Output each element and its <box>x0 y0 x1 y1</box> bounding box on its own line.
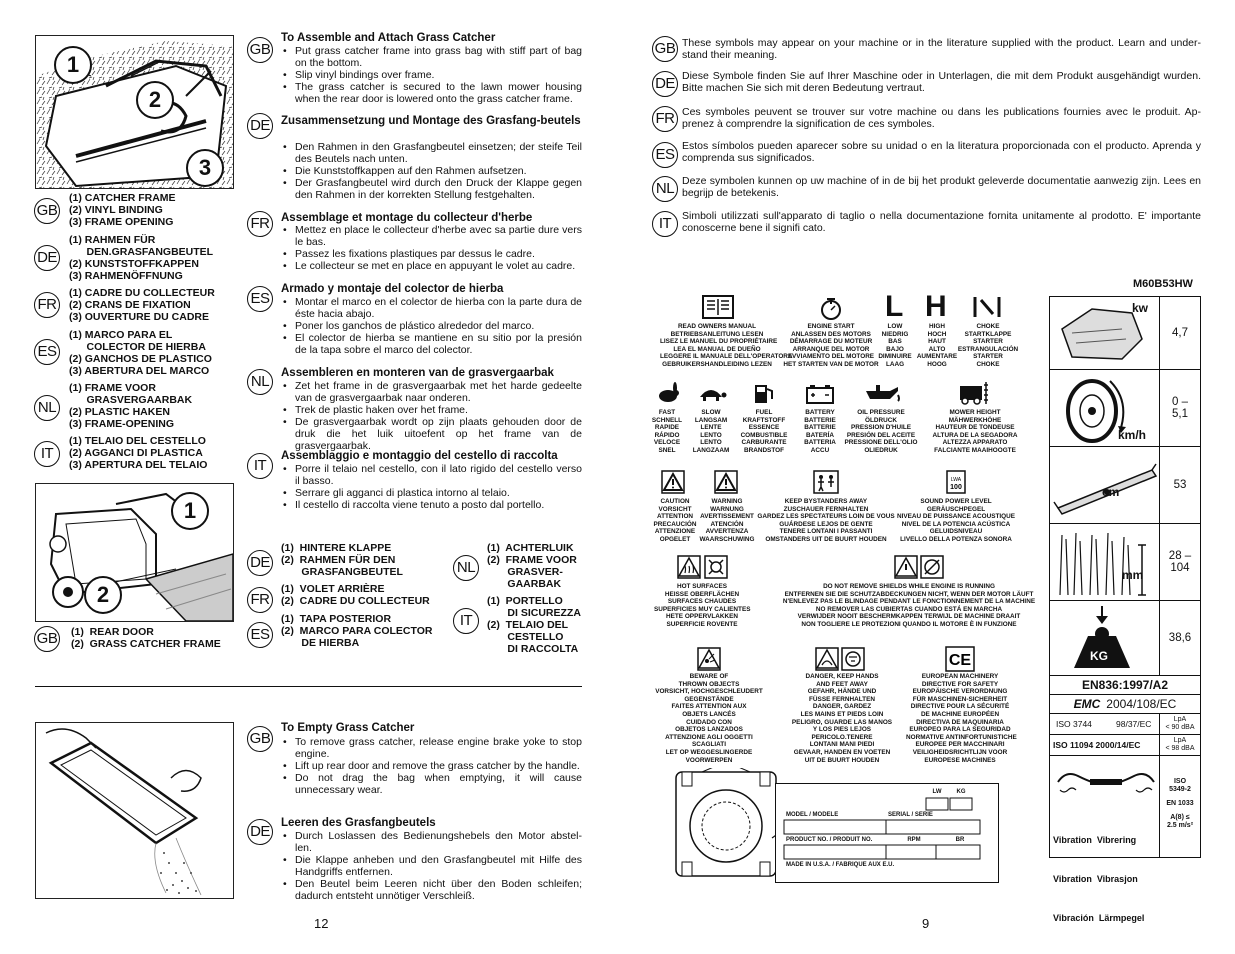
assemble-title-fr: Assemblage et montage du collecteur d'herbe <box>281 212 533 224</box>
empty-title-de: Leeren des Grasfangbeutels <box>281 817 436 829</box>
svg-text:100: 100 <box>950 484 962 491</box>
lang-gb-badge: GB <box>247 37 273 63</box>
grass-height-icon <box>1052 525 1162 601</box>
mm-value: 28 – 104 <box>1159 524 1200 600</box>
page-number-right: 9 <box>922 916 930 931</box>
mower-height-caption: MOWER HEIGHT MÄHWERKHÖHE HAUTEUR DE TONDEUSE ALTURA DE LA SEGADORA ALTEZZA APPARATO FALCIANTE MAAIHOOGTE <box>932 409 1018 454</box>
kmh-label: km/h <box>1118 428 1147 442</box>
ce-mark-icon <box>945 646 975 672</box>
low-icon: L <box>885 290 904 323</box>
fuel-caption: FUEL KRAFTSTOFF ESSENCE COMBUSTIBLE CARBURANTE BRANDSTOF <box>740 409 788 454</box>
high-icon: H <box>925 290 947 323</box>
lang-nl-badge: NL <box>247 369 273 395</box>
caution-caption: CAUTION VORSICHT ATTENTION PRECAUCIÓN ATTENZIONE OPGELET <box>653 498 697 543</box>
lang-de-badge: DE <box>34 245 60 271</box>
battery-icon <box>805 384 835 404</box>
lang-nl-badge: NL <box>652 176 678 202</box>
iso11094-text: ISO 11094 2000/14/EC <box>1053 740 1141 750</box>
sound-power-caption: SOUND POWER LEVEL GERÄUSCHPEGEL NIVEAU DE PUISSANCE ACOUSTIQUE NIVEL DE LA POTENCIA ACÚSTICA GELUIDSNIVEAU LIVELLO DELLA POTENZA SONORA <box>896 498 1015 543</box>
fig2-labels-gb: (1) REAR DOOR (2) GRASS CATCHER FRAME <box>71 626 221 650</box>
assemble-steps-it: • Porre il telaio nel cestello, con il lato rigido del cestello verso il basso. • Serrare gli agganci di plastica intorno al telaio. • Il cestello di raccolta viene tenuto a posto dal portello. <box>281 463 582 511</box>
mower-height-icon <box>958 380 992 406</box>
lang-de-badge: DE <box>247 819 273 845</box>
callout-2: 2 <box>136 81 174 119</box>
plate-made-label: MADE IN U.S.A. / FABRIQUE AUX E.U. <box>786 862 895 868</box>
lpa-98: LpA < 98 dBA <box>1159 735 1200 755</box>
model-number: M60B53HW <box>1133 278 1193 290</box>
choke-icon <box>972 296 1002 318</box>
slow-turtle-icon <box>697 383 727 403</box>
lang-fr-badge: FR <box>652 106 678 132</box>
thrown-objects-icon <box>697 647 721 671</box>
kw-label: kw <box>1132 301 1149 315</box>
fig2-labels-it: (1) PORTELLO DI SICUREZZA (2) TELAIO DEL CESTELLO DI RACCOLTA <box>487 595 581 655</box>
iso11094-row <box>1049 734 1201 756</box>
fig1-labels-gb: (1) CATCHER FRAME (2) VINYL BINDING (3) FRAME OPENING <box>69 192 176 228</box>
emc-logo: EMC <box>1073 697 1101 711</box>
plate-rpm-label: RPM <box>907 837 921 843</box>
empty-steps-de: • Durch Loslassen des Bedienungshebels den Motor abstel-len. • Die Klappe anheben und den Grasfangbeutel mit Hilfe des Handgriffs entfernen. • Den Beutel beim Leeren nicht über den Boden schleifen; dadurch entsteht unnötiger Verschleiß. <box>281 830 582 902</box>
assemble-steps-de: • Den Rahmen in den Grasfangbeutel einsetzen; der steife Teil des Beutels nach unten. • Die Kunststoffkappen auf den Rahmen aufsetzen. • Der Grasfangbeutel wird durch den Druck der Klappe gegen den Rahmen in der korrekten Stellung festgehalten. <box>281 141 582 201</box>
lang-it-badge: IT <box>453 608 479 634</box>
intro-it: Simboli utilizzati sull'apparato di taglio o nella documentazione fornita unitamente al prodotto. E' importante conoscerne bene il signifi cato. <box>682 210 1201 234</box>
fig1-labels-de: (1) RAHMEN FÜR DEN.GRASFANGBEUTEL (2) KUNSTSTOFFKAPPEN (3) RAHMENÖFFNUNG <box>69 234 214 282</box>
ce-caption: EUROPEAN MACHINERY DIRECTIVE FOR SAFETY EUROPÄISCHE VERORDNUNG FÜR MASCHINEN-SICHERHEIT DIRECTIVE POUR LA SÉCURITÉ DE MACHINE EUROPÉEN DIRECTIVA DE MAQUINARIA EUROPEO PARA LA SEGURIDAD NORMATIVE ANTINFORTUNISTICHE EUROPEE PER MACCHINARI VEILIGHEIDSRICHTLIJN VOOR EUROPESE MACHINES <box>906 673 1017 764</box>
plate-serial-label: SERIAL / SERIE <box>888 812 933 818</box>
warning-caption: WARNING WARNUNG AVERTISSEMENT ATENCIÓN AVVERTENZA WAARSCHUWING <box>699 498 755 543</box>
assemble-steps-nl: • Zet het frame in de grasvergaarbak met het harde gedeelte van de grasvergaarbak naar onderen. • Trek de plastic haken over het frame. • De grasvergaarbak wordt op zijn plaats gehouden door de druk die het luik uitoefent op het frame van de grasvergaarbak. <box>281 380 582 452</box>
assemble-title-nl: Assembleren en monteren van de grasvergaarbak <box>281 367 554 379</box>
lang-de-badge: DE <box>247 550 273 576</box>
assemble-steps-gb: • Put grass catcher frame into grass bag with stiff part of bag on the bottom. • Slip vinyl bindings over frame. • The grass catcher is secured to the lawn mower housing when the rear door is lowered onto the grass catcher frame. <box>281 45 582 105</box>
plate-lw: LW <box>932 789 942 795</box>
assemble-title-es: Armado y montaje del colector de hierba <box>281 283 504 295</box>
oil-pressure-caption: OIL PRESSURE ÖLDRUCK PRESSION D'HUILE PRESIÓN DEL ACEITE PRESSIONE DELL'OLIO OLIEDRUK <box>844 409 918 454</box>
low-caption: LOW NIEDRIG BAS BAJO DIMINUIRE LAAG <box>878 323 912 368</box>
kg-value: 38,6 <box>1159 601 1200 675</box>
lang-gb-badge: GB <box>652 36 678 62</box>
lang-nl-badge: NL <box>453 555 479 581</box>
fig1-labels-nl: (1) FRAME VOOR GRASVERGAARBAK (2) PLASTIC HAKEN (3) FRAME-OPENING <box>69 382 193 430</box>
vibration-row <box>1049 755 1201 923</box>
assemble-steps-fr: • Mettez en place le collecteur d'herbe avec sa partie dure vers le bas. • Passez les fixations plastiques par dessus le cadre. • Le collecteur se met en place en appuyant le volet au cadre. <box>281 224 582 272</box>
callout-3: 3 <box>186 149 224 187</box>
engine-start-icon <box>818 295 844 321</box>
high-caption: HIGH HOCH HAUT ALTO AUMENTARE HOOG <box>916 323 958 368</box>
assemble-title-gb: To Assemble and Attach Grass Catcher <box>281 32 496 44</box>
kg-label: KG <box>1090 649 1108 663</box>
intro-de: Diese Symbole finden Sie auf Ihrer Maschine oder in Unterlagen, die mit dem Produkt ausgehändigt wurden. Bitte machen Sie sich mit deren Bedeutung vertraut. <box>682 70 1201 94</box>
lang-es-badge: ES <box>247 622 273 648</box>
plate-product-label: PRODUCT NO. / PRODUIT NO. <box>786 837 873 843</box>
fig1-labels-it: (1) TELAIO DEL CESTELLO (2) AGGANCI DI PLASTICA (3) APERTURA DEL TELAIO <box>69 435 208 471</box>
mower-top-view-diagram <box>672 768 784 880</box>
en836-text: EN836:1997/A2 <box>1081 678 1169 692</box>
lang-fr-badge: FR <box>247 211 273 237</box>
assemble-title-it: Assemblaggio e montaggio del cestello di raccolta <box>281 450 558 462</box>
fig2-labels-fr: (1) VOLET ARRIÈRE (2) CADRE DU COLLECTEUR <box>281 583 430 607</box>
keep-bystanders-away-icon <box>813 470 839 494</box>
lang-es-badge: ES <box>652 142 678 168</box>
intro-fr: Ces symboles peuvent se trouver sur votre machine ou dans les publications fournies avec le produit. Ap-prenez à comprendre la signification de ces symboles. <box>682 106 1201 130</box>
lang-fr-badge: FR <box>247 587 273 613</box>
iso3744-text: ISO 3744 <box>1056 719 1092 729</box>
en836-row <box>1049 675 1201 695</box>
hot-surfaces-icon <box>677 555 701 579</box>
battery-caption: BATTERY BATTERIE BATTERIE BATERÍA BATTERIA ACCU <box>804 409 836 454</box>
lang-it-badge: IT <box>34 441 60 467</box>
plate-br-label: BR <box>955 837 965 843</box>
read-manual-caption: READ OWNERS MANUAL BETRIEBSANLEITUNG LESEN LISEZ LE MANUEL DU PROPRIÉTAIRE LEA EL MANUAL DE DUEÑO LEGGERE IL MANUALE DELL'OPERATORE GEBRUIKERSHANDLEIDING LEZEN <box>660 323 793 368</box>
lang-nl-badge: NL <box>34 395 60 421</box>
page-number-left: 12 <box>314 916 329 931</box>
plate-model-label: MODEL / MODELE <box>786 812 839 818</box>
en1033-text: EN 1033 <box>1166 800 1194 807</box>
read-manual-icon <box>702 295 734 319</box>
cm-value: 53 <box>1159 447 1200 523</box>
spec-row-speed <box>1049 369 1201 447</box>
fuel-pump-icon <box>752 381 776 405</box>
empty-catcher-drawing <box>36 723 233 898</box>
keep-hands-feet-caption: DANGER, KEEP HANDS AND FEET AWAY GEFAHR, HÄNDE UND FÜSSE FERNHALTEN DANGER, GARDEZ LES MAINS ET PIEDS LOIN PELIGRO, GUARDE LAS MANOS Y LOS PIES LEJOS PERICOLO.TENERE LONTANI MANI PIEDI GEVAAR, HANDEN EN VOETEN UIT DE BUURT HOUDEN <box>791 673 893 764</box>
keep-bystanders-caption: KEEP BYSTANDERS AWAY ZUSCHAUER FERNHALTEN GARDEZ LES SPECTATEURS LOIN DE VOUS GUÁRDESE LEJOS DE GENTE TENERE LONTANI I PASSANTI OMSTANDERS UIT DE BUURT HOUDEN <box>757 498 895 543</box>
keep-hands-feet-away-icon <box>815 647 865 671</box>
plate-kg: KG <box>956 789 966 795</box>
lang-gb-badge: GB <box>34 198 60 224</box>
acceleration-text: A(8) ≤ 2.5 m/s² <box>1166 814 1194 829</box>
lang-gb-badge: GB <box>247 726 273 752</box>
callout-1: 1 <box>171 492 209 530</box>
fig2-labels-de: (1) HINTERE KLAPPE (2) RAHMEN FÜR DEN GRASFANGBEUTEL <box>281 542 403 578</box>
iso3744-row <box>1049 713 1201 735</box>
hot-surfaces-icon-2 <box>704 555 728 579</box>
lang-fr-badge: FR <box>34 292 60 318</box>
thrown-objects-caption: BEWARE OF THROWN OBJECTS VORSICHT, HOCHGESCHLEUDERT GEGENSTÄNDE FAITES ATTENTION AUX OBJETS LANCÉS CUIDADO CON OBJETOS LANZADOS ATTENZIONE AGLI OGGETTI SCAGLIATI LET OP WEGGESLINGERDE VOORWERPEN <box>655 673 763 764</box>
fast-rabbit-icon <box>655 381 681 405</box>
svg-text:CE: CE <box>948 652 972 669</box>
do-not-remove-shields-icon <box>894 555 944 579</box>
fig2-labels-nl: (1) ACHTERLUIK (2) FRAME VOOR GRASVER- GAARBAK <box>487 542 577 590</box>
rear-door-figure <box>35 483 234 622</box>
intro-nl: Deze symbolen kunnen op uw machine of in de bij het produkt geleverde documentatie aanwezig zijn. Lees en begrijp de betekenis. <box>682 175 1201 199</box>
callout-2: 2 <box>84 576 122 614</box>
intro-es: Estos símbolos pueden aparecer sobre su unidad o en la literatura proporcionada con el producto. Aprenda y comprenda sus significados. <box>682 140 1201 164</box>
lang-it-badge: IT <box>652 211 678 237</box>
intro-gb: These symbols may appear on your machine or in the literature supplied with the product. Learn and under-stand their meaning. <box>682 37 1201 61</box>
lang-gb-badge: GB <box>34 626 60 652</box>
spec-row-cut-height <box>1049 523 1201 601</box>
lang-es-badge: ES <box>34 339 60 365</box>
product-plate <box>775 783 999 883</box>
slow-caption: SLOW LANGSAM LENTE LENTO LENTO LANGZAAM <box>692 409 730 454</box>
empty-title-gb: To Empty Grass Catcher <box>281 722 415 734</box>
caution-icon <box>661 470 685 494</box>
fast-caption: FAST SCHNELL RAPIDE RÁPIDO VELOCE SNEL <box>651 409 683 454</box>
oil-pressure-icon <box>862 381 902 405</box>
hot-surfaces-caption: HOT SURFACES HEISSE OBERFLÄCHEN SURFACES CHAUDES SUPERFICIES MUY CALIENTES HETE OPPERVLAKKEN SUPERFICIE ROVENTE <box>654 583 751 628</box>
lang-de-badge: DE <box>652 71 678 97</box>
vibration-hands-icon <box>1052 762 1160 802</box>
kmh-value: 0 – 5,1 <box>1159 370 1200 446</box>
vibration-labels: Vibration Vibrering Vibration Vibrasjon Vibración Lärmpegel <box>1053 835 1145 923</box>
fig1-labels-es: (1) MARCO PARA EL COLECTOR DE HIERBA (2) GANCHOS DE PLASTICO (3) ABERTURA DEL MARCO <box>69 329 212 377</box>
warning-icon <box>714 470 738 494</box>
callout-1: 1 <box>54 46 92 84</box>
assemble-title-de: Zusammensetzung und Montage des Grasfang-beutels <box>281 115 581 127</box>
choke-caption: CHOKE STARTKLAPPE STARTER ESTRANGULACIÓN STARTER CHOKE <box>957 323 1019 368</box>
cm-label: cm <box>1102 485 1120 499</box>
do-not-remove-shields-caption: DO NOT REMOVE SHIELDS WHILE ENGINE IS RUNNING ENTFERNEN SIE DIE SCHUTZABDECKUNGEN NICHT, WENN DER MOTOR LÄUFT N'ENLEVEZ PAS LE BLINDAGE PENDANT LE FONCTIONNEMENT DE LA MACHINE NO REMOVER LAS CUBIERTAS CUANDO ESTÁ EN MARCHA VERWIJDER NOOIT BESCHERMKAPPEN TERWIJL DE MACHINE DRAAIT NON TOGLIERE LE PROTEZIONI QUANDO IL MOTORE È IN FUNZIONE <box>782 583 1036 628</box>
assemble-steps-es: • Montar el marco en el colector de hierba con la parte dura de éste hacia abajo. • Poner los ganchos de plástico alrededor del marco. • El colector de hierba se mantiene en su sitio por la presión de la tapa sobre el marco del colector. <box>281 296 582 356</box>
weight-icon <box>1052 602 1162 676</box>
empty-steps-gb: • To remove grass catcher, release engine brake yoke to stop engine. • Lift up rear door and remove the grass catcher by the handle. • Do not drag the bag when emptying, it will cause unnecessary wear. <box>281 736 582 796</box>
catcher-frame-figure <box>35 35 234 189</box>
emc-row <box>1049 694 1201 714</box>
lang-de-badge: DE <box>247 113 273 139</box>
iso3744-directive: 98/37/EC <box>1116 719 1152 729</box>
kw-value: 4,7 <box>1159 297 1200 369</box>
fig1-labels-fr: (1) CADRE DU COLLECTEUR (2) CRANS DE FIXATION (3) OUVERTURE DU CADRE <box>69 287 215 323</box>
svg-text:LWA: LWA <box>950 477 962 483</box>
lpa-90: LpA < 90 dBA <box>1159 714 1200 734</box>
fig2-labels-es: (1) TAPA POSTERIOR (2) MARCO PARA COLECTOR DE HIERBA <box>281 613 433 649</box>
spec-row-cut-width <box>1049 446 1201 524</box>
iso5349-text: ISO 5349-2 <box>1169 778 1191 793</box>
spec-row-weight <box>1049 600 1201 676</box>
empty-catcher-figure <box>35 722 234 899</box>
sound-power-icon <box>946 470 966 494</box>
emc-directive: 2004/108/EC <box>1106 697 1177 711</box>
section-divider <box>35 686 582 687</box>
lang-es-badge: ES <box>247 286 273 312</box>
spec-row-power <box>1049 296 1201 370</box>
vibration-specs <box>1159 756 1200 857</box>
mm-label: mm <box>1122 568 1144 582</box>
lang-it-badge: IT <box>247 453 273 479</box>
engine-start-caption: ENGINE START ANLASSEN DES MOTORS DÉMARRAGE DU MOTEUR ARRANQUE DEL MOTOR AVVIAMENTO DEL MOTORE HET STARTEN VAN DE MOTOR <box>783 323 879 368</box>
